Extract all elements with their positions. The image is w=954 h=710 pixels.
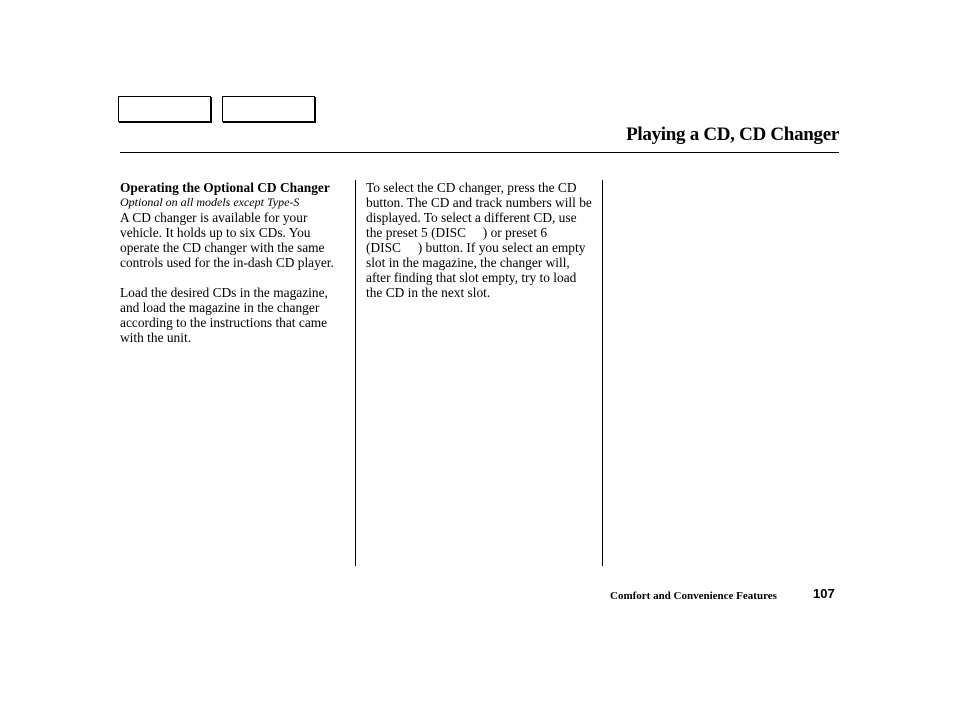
column-left <box>120 180 344 345</box>
page-title: Playing a CD, CD Changer <box>626 124 839 145</box>
previous-page-button[interactable] <box>118 96 211 122</box>
footer-section-name: Comfort and Convenience Features <box>610 590 777 602</box>
column-middle <box>366 180 592 300</box>
column-divider-1 <box>355 180 356 566</box>
next-page-button[interactable] <box>222 96 315 122</box>
paragraph-load-magazine: Load the desired CDs in the magazine, and load the magazine in the changer according to the instructions that came with the unit. <box>120 285 328 345</box>
title-divider <box>120 152 839 153</box>
paragraph-changer-intro: A CD changer is available for your vehicle. It holds up to six CDs. You operate the CD changer with the same controls used for the in-dash CD player. <box>120 210 334 270</box>
section-heading: Operating the Optional CD Changer <box>120 180 330 195</box>
paragraph-select-changer: To select the CD changer, press the CD button. The CD and track numbers will be displayed. To select a different CD, use the preset 5 (DISC ) or preset 6 (DISC ) button. If you select an empty slot in the magazine, the changer will, after finding that slot empty, try to load the CD in the next slot. <box>366 180 592 300</box>
availability-note: Optional on all models except Type-S <box>120 195 300 209</box>
page-number: 107 <box>813 586 835 601</box>
column-divider-2 <box>602 180 603 566</box>
